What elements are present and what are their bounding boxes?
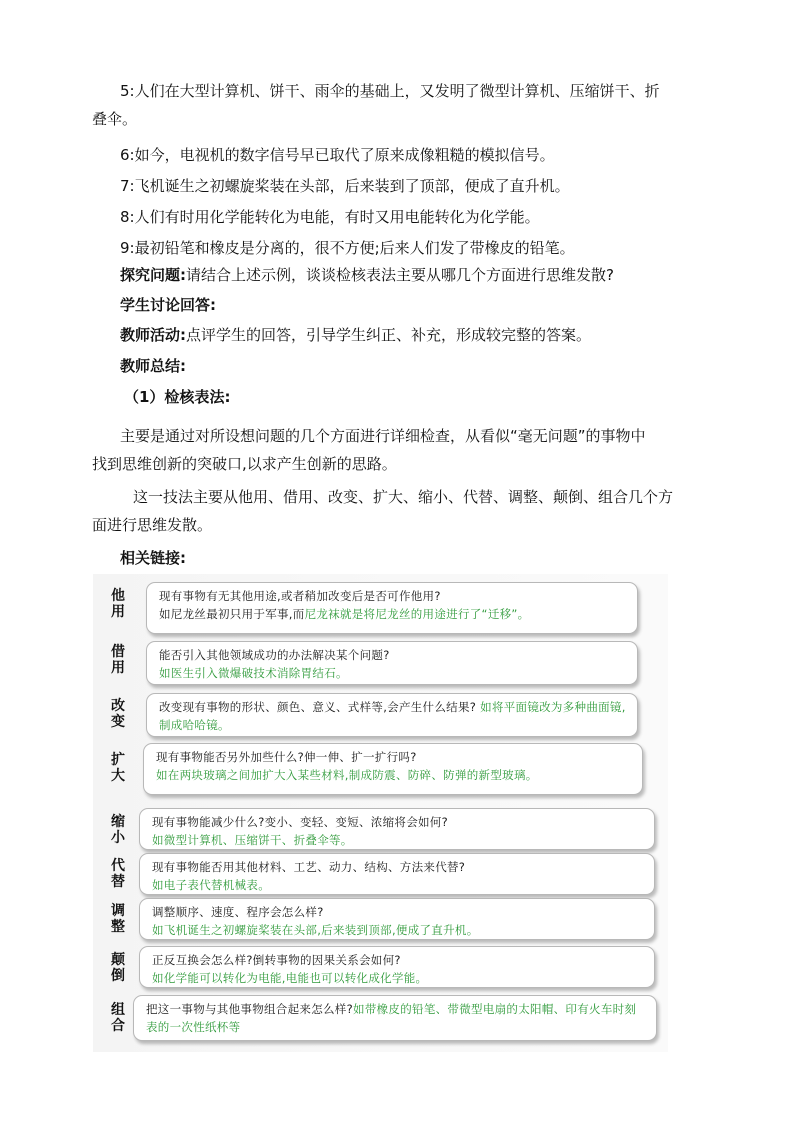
paragraph-5-line2: 叠伞。 bbox=[92, 110, 138, 128]
inquiry-label: 探究问题: bbox=[120, 266, 186, 284]
description-2-line2: 面进行思维发散。 bbox=[92, 516, 213, 534]
row-content bbox=[159, 698, 627, 734]
row-box-expand bbox=[143, 743, 643, 795]
row-example: 如将平面镜改为多种曲面镜,制成哈哈镜。 bbox=[159, 700, 626, 732]
row-label-text: 他 用 bbox=[111, 588, 125, 620]
description-1-line1: 主要是通过对所设想问题的几个方面进行详细检查，从看似“毫无问题”的事物中 bbox=[120, 427, 646, 445]
row-question: 改变现有事物的形状、颜色、意义、式样等,会产生什么结果? bbox=[159, 700, 477, 714]
teacher-activity bbox=[120, 324, 700, 346]
row-example: 如医生引入微爆破技术消除胃结石。 bbox=[159, 666, 348, 680]
paragraph-9: 9:最初铅笔和橡皮是分离的，很不方便;后来人们发了带橡皮的铅笔。 bbox=[120, 239, 575, 257]
row-example-prefix: 如尼龙丝最初只用于军事,而 bbox=[159, 607, 305, 621]
row-box-substitute bbox=[139, 853, 655, 895]
row-question: 能否引入其他领域成功的办法解决某个问题? bbox=[159, 648, 390, 662]
row-label-expand bbox=[101, 752, 135, 784]
row-label-reduce bbox=[101, 814, 135, 846]
row-example bbox=[159, 605, 627, 623]
paragraph-6: 6:如今，电视机的数字信号早已取代了原来成像粗糙的模拟信号。 bbox=[120, 146, 555, 164]
row-box-other-use bbox=[146, 582, 638, 634]
row-example: 如化学能可以转化为电能,电能也可以转化成化学能。 bbox=[152, 971, 428, 985]
row-example: 如带橡皮的铅笔、带微型电扇的太阳帽、印有火车时刻表的一次性纸杯等 bbox=[146, 1002, 637, 1034]
row-label-adjust bbox=[101, 903, 135, 935]
row-box-borrow bbox=[146, 641, 638, 685]
description-2 bbox=[92, 486, 703, 534]
paragraph-5-line1: 5:人们在大型计算机、饼干、雨伞的基础上，又发明了微型计算机、压缩饼干、折 bbox=[120, 82, 660, 100]
row-example: 如飞机诞生之初螺旋桨装在头部,后来装到顶部,便成了直升机。 bbox=[152, 923, 479, 937]
row-label-text: 借 用 bbox=[111, 644, 125, 676]
row-label-change bbox=[101, 698, 135, 730]
row-box-adjust bbox=[139, 898, 655, 940]
description-1 bbox=[92, 425, 702, 473]
row-label-text: 组 合 bbox=[111, 1002, 125, 1034]
row-box-reverse bbox=[139, 946, 655, 988]
row-question: 调整顺序、速度、程序会怎么样? bbox=[152, 905, 324, 919]
related-links: 相关链接: bbox=[120, 549, 186, 567]
row-label-text: 调 整 bbox=[111, 903, 125, 935]
row-example: 如微型计算机、压缩饼干、折叠伞等。 bbox=[152, 833, 353, 847]
section-heading-1: （1）检核表法: bbox=[124, 388, 231, 406]
row-box-change bbox=[146, 693, 638, 737]
row-example-text: 尼龙袜就是将尼龙丝的用途进行了“迁移”。 bbox=[304, 607, 530, 621]
paragraph-5 bbox=[92, 80, 702, 128]
row-label-other-use bbox=[101, 588, 135, 620]
row-question: 现有事物能否用其他材料、工艺、动力、结构、方法来代替? bbox=[152, 860, 466, 874]
row-label-substitute bbox=[101, 858, 135, 890]
row-label-combine bbox=[101, 1002, 135, 1034]
row-question: 正反互换会怎么样?倒转事物的因果关系会如何? bbox=[152, 953, 401, 967]
paragraph-8: 8:人们有时用化学能转化为电能，有时又用电能转化为化学能。 bbox=[120, 208, 540, 226]
student-discussion: 学生讨论回答: bbox=[120, 296, 216, 314]
row-example: 如电子表代替机械表。 bbox=[152, 878, 270, 892]
row-box-reduce bbox=[139, 808, 655, 850]
inquiry-question bbox=[120, 264, 700, 286]
row-content bbox=[146, 1000, 646, 1036]
row-label-text: 扩 大 bbox=[111, 752, 125, 784]
teacher-activity-text: 点评学生的回答，引导学生纠正、补充，形成较完整的答案。 bbox=[186, 326, 592, 344]
teacher-activity-label: 教师活动: bbox=[120, 326, 186, 344]
row-label-reverse bbox=[101, 952, 135, 984]
checklist-method-figure bbox=[93, 574, 668, 1052]
paragraph-7: 7:飞机诞生之初螺旋桨装在头部，后来装到了顶部，便成了直升机。 bbox=[120, 177, 570, 195]
row-box-combine bbox=[133, 995, 657, 1041]
row-example: 如在两块玻璃之间加扩大入某些材料,制成防震、防碎、防弹的新型玻璃。 bbox=[156, 768, 538, 782]
row-question: 现有事物能减少什么?变小、变轻、变短、浓缩将会如何? bbox=[152, 815, 449, 829]
row-question: 把这一事物与其他事物组合起来怎么样? bbox=[146, 1002, 354, 1016]
row-label-text: 颠 倒 bbox=[111, 952, 125, 984]
description-1-line2: 找到思维创新的突破口,以求产生创新的思路。 bbox=[92, 455, 397, 473]
inquiry-text: 请结合上述示例，谈谈检核表法主要从哪几个方面进行思维发散? bbox=[186, 266, 614, 284]
row-label-text: 缩 小 bbox=[111, 814, 125, 846]
row-question: 现有事物能否另外加些什么?伸一伸、扩一扩行吗? bbox=[156, 750, 417, 764]
row-label-text: 代 替 bbox=[111, 858, 125, 890]
row-question: 现有事物有无其他用途,或者稍加改变后是否可作他用? bbox=[159, 589, 441, 603]
description-2-line1: 这一技法主要从他用、借用、改变、扩大、缩小、代替、调整、颠倒、组合几个方 bbox=[133, 488, 674, 506]
teacher-summary: 教师总结: bbox=[120, 357, 186, 375]
row-label-borrow bbox=[101, 644, 135, 676]
row-label-text: 改 变 bbox=[111, 698, 125, 730]
